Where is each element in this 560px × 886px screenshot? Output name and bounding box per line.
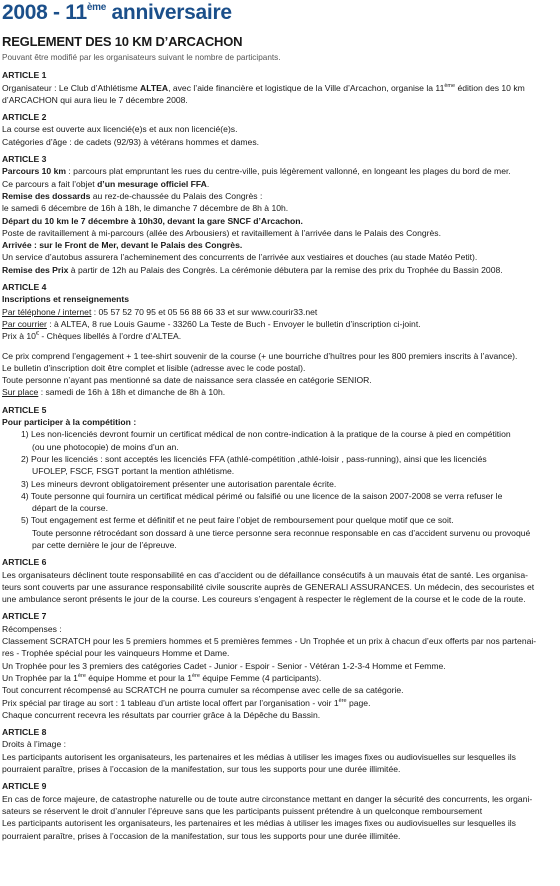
a3-l2 xyxy=(2,178,556,190)
article-7-heading: ARTICLE 7 xyxy=(2,611,47,622)
article-5-heading: ARTICLE 5 xyxy=(2,404,47,415)
a4-l2-under: Par courrier xyxy=(2,318,47,329)
a3-l8: Un service d’autobus assurera l’acheminement des concurrents de l’arrivée aux vestiaires et douches (au stade Matéo Petit). xyxy=(2,252,478,263)
page-title xyxy=(2,0,556,26)
a3-l1-text: : parcours plat empruntant les rues du centre-ville, puis légèrement vallonné, en longeant les plages du bord de mer. xyxy=(66,166,511,177)
a3-l4: le samedi 6 décembre de 16h à 18h, le dimanche 7 décembre de 8h à 10h. xyxy=(2,203,289,214)
a4-l3-a: Prix à 10 xyxy=(2,331,36,342)
a5-i4: 4) Toute personne qui fournira un certificat médical périmé ou falsifié ou une licence de la saison 2007-2008 se verra refuser le xyxy=(21,490,503,501)
a7-l4s2: ère xyxy=(191,672,200,679)
title-suffix: anniversaire xyxy=(106,1,232,24)
a6-l2: teurs sont couverts par une assurance responsabilité civile souscrite auprès de GENERALI ASSURANCES. Un médecin, des secouristes et xyxy=(2,581,535,592)
a5-i3: 3) Les mineurs devront obligatoirement présenter une autorisation parentale écrite. xyxy=(21,478,337,489)
a1-t3: édition des 10 km d’ARCACHON qui aura lieu le 7 décembre 2008. xyxy=(2,82,525,105)
a3-l1-bold: Parcours 10 km xyxy=(2,166,67,177)
article-1-heading: ARTICLE 1 xyxy=(2,70,47,81)
a3-l6: Poste de ravitaillement à mi-parcours (allée des Arbousiers) et ravitaillement à l’arrivée dans le Palais des Congrès. xyxy=(2,227,441,238)
a8-l1: Les participants autorisent les organisateurs, les partenaires et les médias à utiliser les images fixes ou audiovisuelles sur lesquelles ils xyxy=(2,751,516,762)
a7-l4b: équipe Homme et pour la 1 xyxy=(85,672,192,683)
a3-l3-text: au rez-de-chaussée du Palais des Congrès : xyxy=(90,190,263,201)
modification-note: Pouvant être modifié par les organisateurs suivant le nombre de participants. xyxy=(2,53,281,62)
a7-l4a: Un Trophée par la 1 xyxy=(2,672,78,683)
a4-l1-text: : 05 57 52 70 95 et 05 56 88 66 33 et sur www.courir33.net xyxy=(91,306,318,317)
a7-l7: Chaque concurrent recevra les résultats par courrier grâce à la Dépêche du Bassin. xyxy=(2,709,321,720)
article-2-heading: ARTICLE 2 xyxy=(2,112,47,123)
a1-altea: ALTEA xyxy=(140,82,169,93)
a7-l1: Classement SCRATCH pour les 5 premiers hommes et 5 premières femmes - Un Trophée et un prix à chacun d’eux offerts par nos partenai- xyxy=(2,636,537,647)
a4-l3-sup: € xyxy=(35,331,39,338)
rules-heading: REGLEMENT DES 10 KM D’ARCACHON xyxy=(2,34,243,49)
a5-i5c1: Toute personne rétrocédant son dossard à une tierce personne sera reconnue responsable en cas d’accident survenu ou provoqué xyxy=(32,527,531,538)
article-2 xyxy=(2,111,556,148)
a5-item-3 xyxy=(2,478,556,490)
a5-item-2 xyxy=(2,453,556,478)
a2-l1: La course est ouverte aux licencié(e)s et aux non licencié(e)s. xyxy=(2,124,238,135)
a3-l9-text: à partir de 12h au Palais des Congrès. La cérémonie débutera par la remise des prix du Trophée du Bassin 2008. xyxy=(68,264,503,275)
a4-l7 xyxy=(2,386,556,398)
a7-l0: Récompenses : xyxy=(2,623,62,634)
a5-i5c2: par cette dernière le jour de l’épreuve. xyxy=(32,539,177,550)
a7-l6s: ère xyxy=(338,697,347,704)
a5-i1c: (ou une photocopie) de moins d’un an. xyxy=(32,441,179,452)
a7-l6a: Prix spécial par tirage au sort : 1 tableau d’un artiste local offert par l’organisation - voir 1 xyxy=(2,697,339,708)
a6-l1: Les organisateurs déclinent toute responsabilité en cas d’accident ou de défaillance consécutifs à un mauvais état de santé. Les organisa- xyxy=(2,569,528,580)
a4-l3-text: - Chèques libellés à l’ordre d’ALTEA. xyxy=(38,331,182,342)
article-8 xyxy=(2,726,556,775)
article-6-heading: ARTICLE 6 xyxy=(2,557,47,568)
a5-subheading: Pour participer à la compétition : xyxy=(2,417,137,428)
article-5 xyxy=(2,404,556,552)
a5-i1: 1) Les non-licenciés devront fournir un certificat médical de non contre-indication à la pratique de la course à pied en compétition xyxy=(21,429,511,440)
a3-l9 xyxy=(2,264,556,276)
a7-l6b: page. xyxy=(346,697,371,708)
a1-sup: ème xyxy=(444,82,456,89)
a4-subheading: Inscriptions et renseignements xyxy=(2,294,130,305)
a9-l2: sateurs se réservent le droit d’annuler l’épreuve sans que les participants puissent prétendre à un quelconque remboursement xyxy=(2,805,483,816)
a9-l1: En cas de force majeure, de catastrophe naturelle ou de toute autre circonstance mettant en danger la sécurité des concurrents, les organi- xyxy=(2,793,533,804)
a4-l5: Le bulletin d’inscription doit être complet et lisible (adresse avec le code postal). xyxy=(2,362,306,373)
a7-l3: Un Trophée pour les 3 premiers des catégories Cadet - Junior - Espoir - Senior - Vétéran 1-2-3-4 Homme et Femme. xyxy=(2,660,446,671)
a5-i4c: départ de la course. xyxy=(32,503,108,514)
a4-l1-under: Par téléphone / internet xyxy=(2,306,92,317)
article-1 xyxy=(2,69,556,106)
a8-l0: Droits à l’image : xyxy=(2,739,66,750)
article-4 xyxy=(2,281,556,399)
a5-item-1 xyxy=(2,428,556,453)
a3-l1 xyxy=(2,165,556,177)
a4-l7-under: Sur place xyxy=(2,387,39,398)
article-9-heading: ARTICLE 9 xyxy=(2,781,47,792)
article-1-text xyxy=(2,82,556,107)
title-sup: ème xyxy=(86,2,107,13)
a1-t1: Organisateur : Le Club d’Athlétisme xyxy=(2,82,141,93)
a7-l4s1: ère xyxy=(77,672,86,679)
a3-l2-bold: d’un mesurage officiel FFA xyxy=(97,178,207,189)
article-4-heading: ARTICLE 4 xyxy=(2,282,47,293)
a4-l2 xyxy=(2,318,556,330)
a8-l2: pourraient paraître, prises à l’occasion de la manifestation, sur tous les supports pour une durée illimitée. xyxy=(2,764,401,775)
a4-l7-text: : samedi de 16h à 18h et dimanche de 8h à 10h. xyxy=(38,387,226,398)
article-7 xyxy=(2,610,556,721)
spacer xyxy=(2,343,556,350)
a3-l2-end: . xyxy=(206,178,210,189)
a4-l1 xyxy=(2,306,556,318)
article-9 xyxy=(2,780,556,841)
a3-l7: Arrivée : sur le Front de Mer, devant le Palais des Congrès. xyxy=(2,240,243,251)
a5-item-4 xyxy=(2,490,556,515)
a7-l2: res - Trophée spécial pour les vainqueurs Homme et Dame. xyxy=(2,648,230,659)
a3-l5: Départ du 10 km le 7 décembre à 10h30, devant la gare SNCF d’Arcachon. xyxy=(2,215,303,226)
a4-l4: Ce prix comprend l’engagement + 1 tee-shirt souvenir de la course (+ une bourriche d’huîtres pour les 800 premiers inscrits à l’avance). xyxy=(2,350,518,361)
a6-l3: une ambulance seront présents le jour de la course. Les coureurs s’engagent à respecter le règlement de la course et le code de la route. xyxy=(2,594,526,605)
article-3-heading: ARTICLE 3 xyxy=(2,154,47,165)
a5-item-5 xyxy=(2,514,556,551)
a3-l3-bold: Remise des dossards xyxy=(2,190,91,201)
a9-l4: pourraient paraître, prises à l’occasion de la manifestation, sur tous les supports pour une durée illimitée. xyxy=(2,830,401,841)
a3-l3 xyxy=(2,190,556,202)
a3-l2-text: Ce parcours a fait l’objet xyxy=(2,178,98,189)
a5-i2: 2) Pour les licenciés : sont acceptés les licenciés FFA (athlé-compétition ,athlé-loisir , pass-running), ainsi que les licenciés xyxy=(21,453,487,464)
title-year: 2008 - 11 xyxy=(2,1,87,24)
article-3 xyxy=(2,153,556,276)
article-8-heading: ARTICLE 8 xyxy=(2,727,47,738)
a7-l6 xyxy=(2,697,556,709)
a5-i5: 5) Tout engagement est ferme et définitif et ne peut faire l’objet de remboursement pour quelque motif que ce soit. xyxy=(21,515,454,526)
a7-l4 xyxy=(2,672,556,684)
a7-l5: Tout concurrent récompensé au SCRATCH ne pourra cumuler sa récompense avec celle de sa catégorie. xyxy=(2,685,404,696)
a9-l3: Les participants autorisent les organisateurs, les partenaires et les médias à utiliser les images fixes ou audiovisuelles sur lesquelles ils xyxy=(2,818,516,829)
a4-l6: Toute personne n’ayant pas mentionné sa date de naissance sera classée en catégorie SENIOR. xyxy=(2,375,372,386)
a3-l9-bold: Remise des Prix xyxy=(2,264,69,275)
article-6 xyxy=(2,556,556,605)
a4-l2-text: : à ALTEA, 8 rue Louis Gaume - 33260 La Teste de Buch - Envoyer le bulletin d’inscription ci-joint. xyxy=(46,318,421,329)
a1-t2: , avec l’aide financière et logistique de la Ville d’Arcachon, organise la 11 xyxy=(168,82,445,93)
a4-l3 xyxy=(2,330,556,342)
a5-i2c: UFOLEP, FSCF, FSGT portant la mention athlétisme. xyxy=(32,466,235,477)
a7-l4c: équipe Femme (4 participants). xyxy=(199,672,322,683)
a2-l2: Catégories d’âge : de cadets (92/93) à vétérans hommes et dames. xyxy=(2,136,259,147)
